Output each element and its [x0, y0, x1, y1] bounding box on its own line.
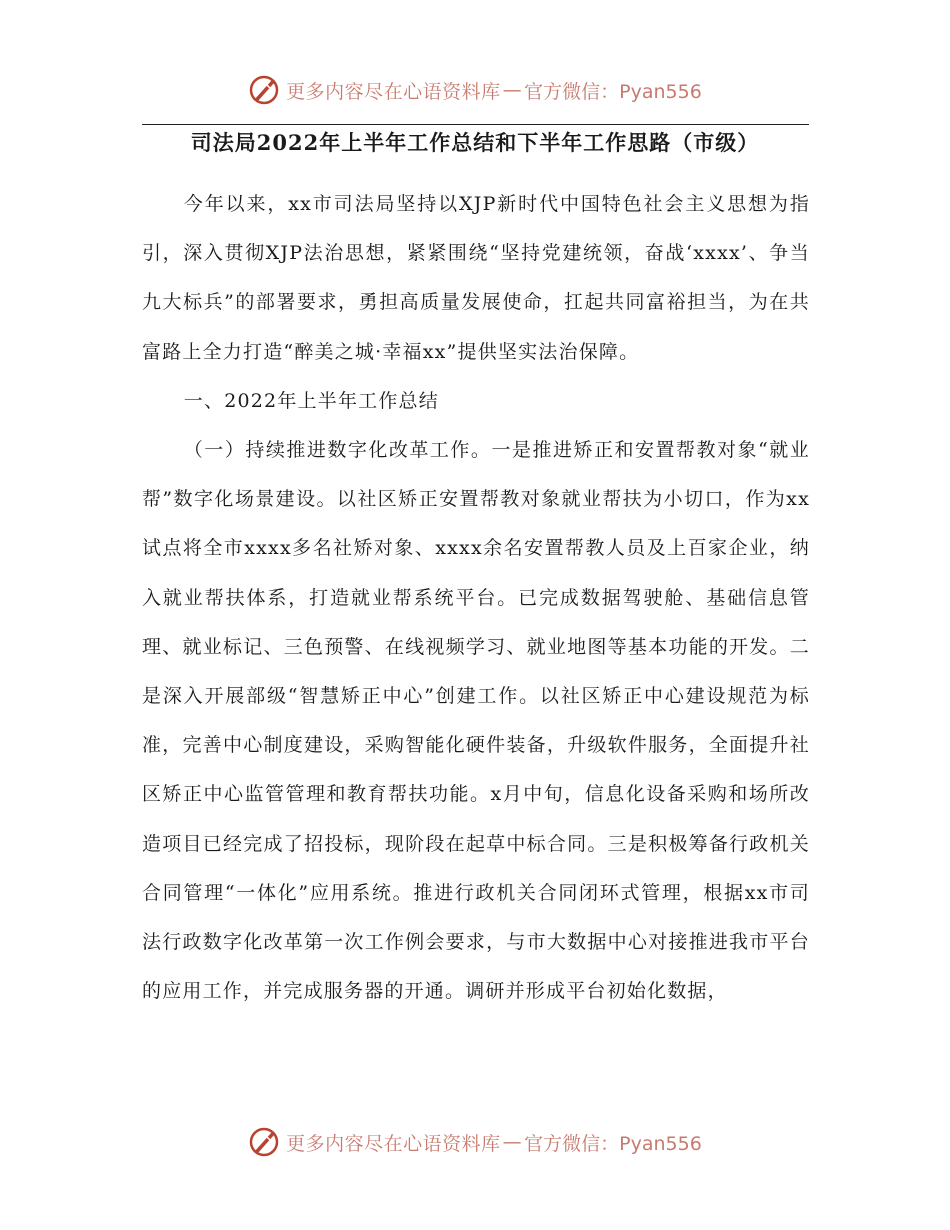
- document-body: [142, 180, 810, 1016]
- banner-separator: —: [502, 79, 523, 101]
- banner-contact: 官方微信：Pyan556: [524, 80, 702, 103]
- footer-banner: [0, 1122, 950, 1162]
- paragraph-intro: 今年以来，xx市司法局坚持以XJP新时代中国特色社会主义思想为指引，深入贯彻XJP法治思想，紧紧围绕“坚持党建统领，奋战‘xxxx’、争当九大标兵”的部署要求，勇担高质量发展使命，扛起共同富裕担当，为在共富路上全力打造“醉美之城·幸福xx”提供坚实法治保障。: [142, 193, 810, 363]
- section-heading: 一、2022年上半年工作总结: [183, 389, 439, 412]
- quill-logo-icon: [248, 1126, 280, 1158]
- document-title: 司法局2022年上半年工作总结和下半年工作思路（市级）: [190, 130, 760, 155]
- quill-logo-icon: [248, 74, 280, 106]
- banner-contact: 官方微信：Pyan556: [524, 1132, 702, 1155]
- paragraph-digital-reform: （一）持续推进数字化改革工作。一是推进矫正和安置帮教对象“就业帮”数字化场景建设。以社区矫正安置帮教对象就业帮扶为小切口，作为xx试点将全市xxxx多名社矫对象、xxxx余名安置帮教人员及上百家企业，纳入就业帮扶体系，打造就业帮系统平台。已完成数据驾驶舱、基础信息管理、就业标记、三色预警、在线视频学习、就业地图等基本功能的开发。二是深入开展部级“智慧矫正中心”创建工作。以社区矫正中心建设规范为标准，完善中心制度建设，采购智能化硬件装备，升级软件服务，全面提升社区矫正中心监管管理和教育帮扶功能。x月中旬，信息化设备采购和场所改造项目已经完成了招投标，现阶段在起草中标合同。三是积极筹备行政机关合同管理“一体化”应用系统。推进行政机关合同闭环式管理，根据xx市司法行政数字化改革第一次工作例会要求，与市大数据中心对接推进我市平台的应用工作，并完成服务器的开通。调研并形成平台初始化数据，: [142, 439, 810, 1003]
- banner-text: 更多内容尽在心语资料库: [286, 80, 501, 103]
- header-rule: [142, 124, 809, 125]
- banner-text: 更多内容尽在心语资料库: [286, 1132, 501, 1155]
- banner-separator: —: [502, 1131, 523, 1153]
- header-banner: [0, 70, 950, 110]
